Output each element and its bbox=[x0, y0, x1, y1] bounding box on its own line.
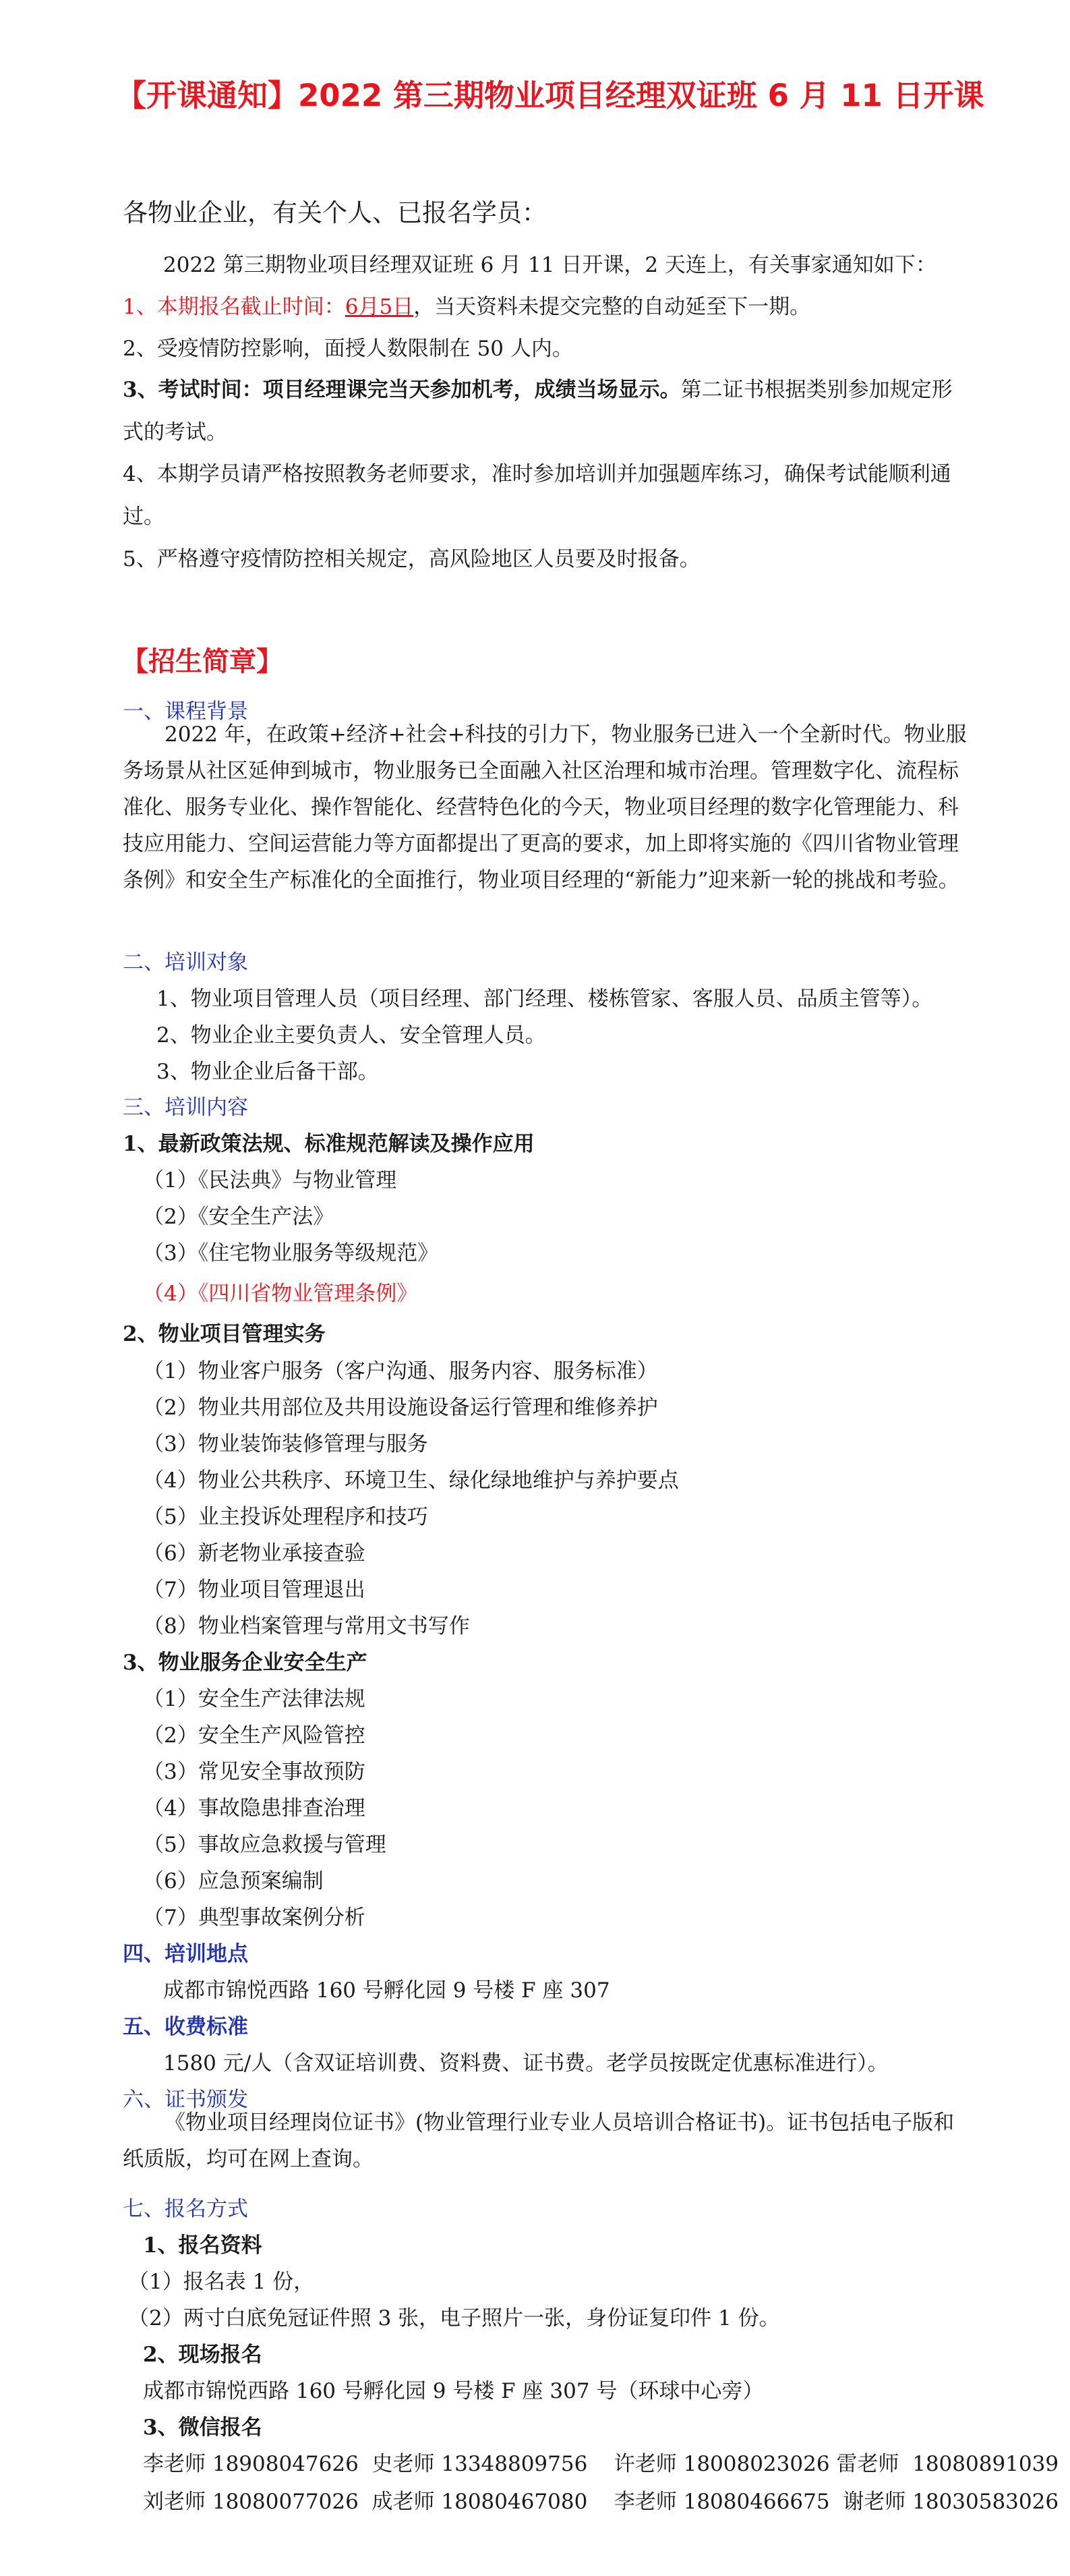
onsite-registration-title: 2、现场报名 bbox=[143, 2343, 262, 2367]
notice-item-5: 5、严格遵守疫情防控相关规定，高风险地区人员要及时报备。 bbox=[123, 547, 701, 571]
audience-item: 3、物业企业后备干部。 bbox=[156, 1060, 379, 1084]
content-item-highlight: （4）《四川省物业管理条例》 bbox=[143, 1282, 418, 1306]
content-item: （7）典型事故案例分析 bbox=[143, 1906, 365, 1930]
wechat-registration-title: 3、微信报名 bbox=[143, 2415, 262, 2440]
notice-intro: 2022 第三期物业项目经理双证班 6 月 11 日开课，2 天连上，有关事家通知如下： bbox=[163, 253, 937, 277]
content-item: （6）应急预案编制 bbox=[143, 1869, 324, 1893]
deadline-suffix: ，当天资料未提交完整的自动延至下一期。 bbox=[413, 295, 811, 319]
section-heading-registration: 七、报名方式 bbox=[123, 2197, 248, 2221]
content-item: （5）业主投诉处理程序和技巧 bbox=[143, 1505, 428, 1529]
content-item: （2）《安全生产法》 bbox=[143, 1205, 334, 1229]
brochure-title: 【招生简章】 bbox=[121, 646, 283, 677]
onsite-registration-address: 成都市锦悦西路 160 号孵化园 9 号楼 F 座 307 号（环球中心旁） bbox=[143, 2379, 764, 2403]
certificate-text: 《物业项目经理岗位证书》(物业管理行业专业人员培训合格证书)。证书包括电子版和纸质版，均可在网上查询。 bbox=[123, 2111, 955, 2171]
content-item: （2）物业共用部位及共用设施设备运行管理和维修养护 bbox=[143, 1396, 658, 1420]
content-item: （1）《民法典》与物业管理 bbox=[143, 1168, 397, 1193]
contact-row: 李老师 18908047626 史老师 13348809756 许老师 18008023026 雷老师 18080891039 bbox=[143, 2452, 1059, 2476]
section-heading-fees: 五、收费标准 bbox=[123, 2015, 248, 2039]
content-item: （3）常见安全事故预防 bbox=[143, 1760, 365, 1784]
notice-item-4: 4、本期学员请严格按照教务老师要求，准时参加培训并加强题库练习，确保考试能顺利通过。 bbox=[123, 462, 951, 529]
notice-item-1 bbox=[123, 293, 810, 320]
content-item: （4）事故隐患排查治理 bbox=[143, 1796, 365, 1821]
section-heading-location: 四、培训地点 bbox=[123, 1942, 248, 1966]
content-group-3-title: 3、物业服务企业安全生产 bbox=[123, 1651, 367, 1675]
content-group-1-title: 1、最新政策法规、标准规范解读及操作应用 bbox=[123, 1132, 535, 1156]
content-item: （1）安全生产法律法规 bbox=[143, 1687, 365, 1711]
notice-item-2: 2、受疫情防控影响，面授人数限制在 50 人内。 bbox=[123, 337, 573, 361]
content-item: （3）物业装饰装修管理与服务 bbox=[143, 1432, 428, 1456]
section-heading-audience: 二、培训对象 bbox=[123, 950, 248, 975]
second-cert-text: 第二证书根据类别参加规定形式的考试。 bbox=[123, 378, 953, 445]
contact-row: 刘老师 18080077026 成老师 18080467080 李老师 18080466675 谢老师 18030583026 bbox=[143, 2490, 1059, 2514]
course-background-text: 2022 年，在政策+经济+社会+科技的引力下，物业服务已进入一个全新时代。物业服务场景从社区延伸到城市，物业服务已全面融入社区治理和城市治理。管理数字化、流程标准化、服务专业化、操作智能化、经营特色化的今天，物业项目经理的数字化管理能力、科技应用能力、空间运营能力等方面都提出了更高的要求，加上即将实施的《四川省物业管理条例》和安全生产标准化的全面推行，物业项目经理的“新能力”迎来新一轮的挑战和考验。 bbox=[123, 722, 967, 892]
content-item: （2）安全生产风险管控 bbox=[143, 1723, 365, 1748]
section-heading-certificate: 六、证书颁发 bbox=[123, 2088, 248, 2112]
deadline-label: 1、本期报名截止时间： bbox=[123, 295, 345, 319]
exam-time-text: 3、考试时间：项目经理课完当天参加机考，成绩当场显示。 bbox=[123, 378, 681, 402]
salutation: 各物业企业，有关个人、已报名学员： bbox=[123, 198, 547, 227]
registration-materials-title: 1、报名资料 bbox=[143, 2233, 262, 2258]
content-group-2-title: 2、物业项目管理实务 bbox=[123, 1322, 326, 1346]
deadline-date: 6月5日 bbox=[345, 295, 414, 319]
audience-item: 1、物业项目管理人员（项目经理、部门经理、楼栋管家、客服人员、品质主管等）。 bbox=[156, 987, 933, 1011]
registration-material-item: （1）报名表 1 份， bbox=[128, 2270, 315, 2294]
section-heading-background: 一、课程背景 bbox=[123, 699, 248, 724]
content-item: （5）事故应急救援与管理 bbox=[143, 1833, 386, 1857]
content-item: （1）物业客户服务（客户沟通、服务内容、服务标准） bbox=[143, 1359, 658, 1383]
content-item: （6）新老物业承接查验 bbox=[143, 1541, 365, 1566]
content-item: （7）物业项目管理退出 bbox=[143, 1578, 365, 1602]
fee-standard: 1580 元/人（含双证培训费、资料费、证书费。老学员按既定优惠标准进行）。 bbox=[163, 2051, 889, 2076]
registration-material-item: （2）两寸白底免冠证件照 3 张，电子照片一张，身份证复印件 1 份。 bbox=[128, 2306, 780, 2330]
page-title: 【开课通知】2022 第三期物业项目经理双证班 6 月 11 日开课 bbox=[116, 78, 984, 113]
audience-item: 2、物业企业主要负责人、安全管理人员。 bbox=[156, 1023, 546, 1048]
training-location: 成都市锦悦西路 160 号孵化园 9 号楼 F 座 307 bbox=[163, 1978, 610, 2003]
content-item: （3）《住宅物业服务等级规范》 bbox=[143, 1241, 439, 1265]
section-heading-content: 三、培训内容 bbox=[123, 1095, 248, 1120]
content-item: （8）物业档案管理与常用文书写作 bbox=[143, 1614, 470, 1638]
notice-item-3 bbox=[123, 369, 971, 454]
content-item: （4）物业公共秩序、环境卫生、绿化绿地维护与养护要点 bbox=[143, 1468, 679, 1493]
